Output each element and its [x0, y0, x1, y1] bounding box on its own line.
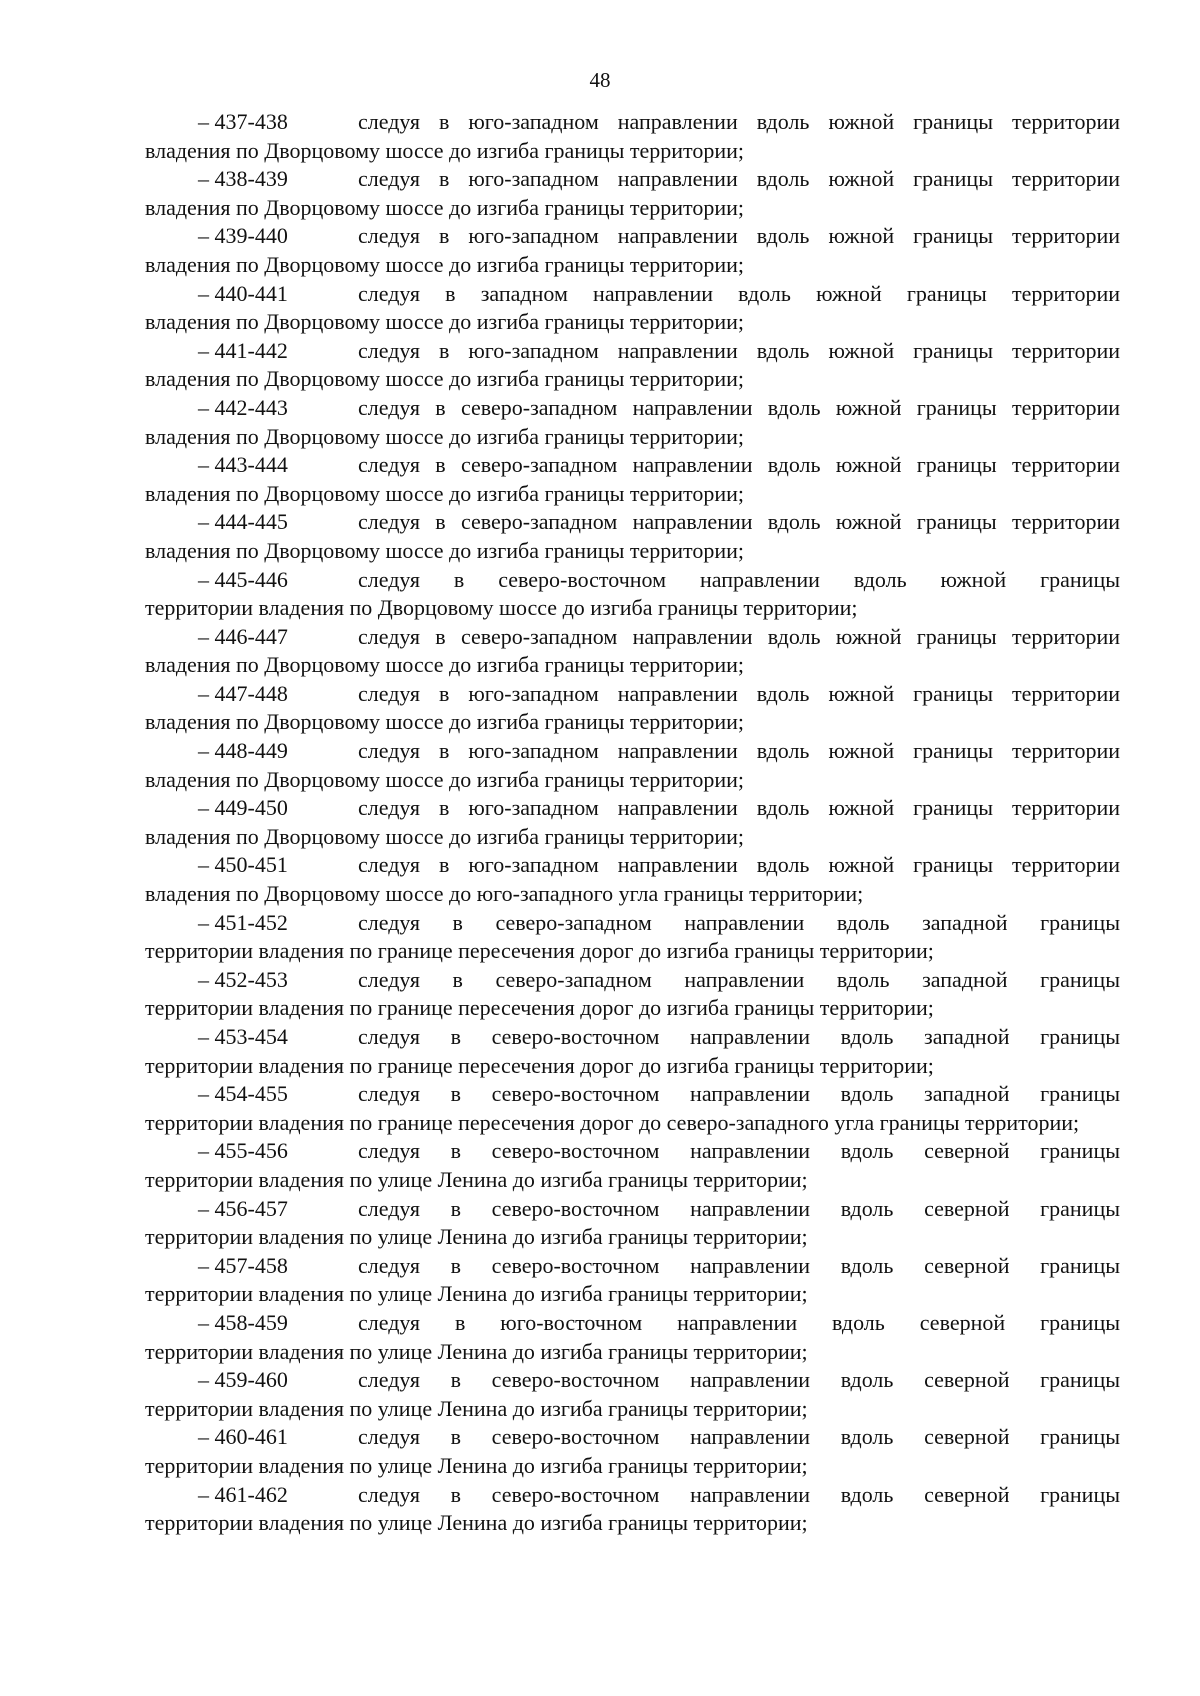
segment-description-line: следуя в юго-западном направлении вдоль южной границы территории — [358, 738, 1120, 764]
segment-description-line: следуя в северо-западном направлении вдоль южной границы территории — [358, 623, 1120, 649]
segment-label: – 445-446 — [198, 566, 288, 592]
boundary-segment-entry — [145, 680, 1120, 737]
boundary-segment-entry — [145, 1252, 1120, 1309]
segment-description-continuation: территории владения по улице Ленина до изгиба границы территории; — [145, 1224, 808, 1250]
segment-label: – 442-443 — [198, 394, 288, 420]
entry-first-line — [145, 909, 1120, 938]
segment-label: – 452-453 — [198, 966, 288, 992]
entry-first-line — [145, 1423, 1120, 1452]
boundary-segment-entry — [145, 566, 1120, 623]
entry-first-line — [145, 222, 1120, 251]
segment-description-continuation: территории владения по улице Ленина до изгиба границы территории; — [145, 1281, 808, 1307]
entry-first-line — [145, 1137, 1120, 1166]
segment-description-continuation: владения по Дворцовому шоссе до изгиба границы территории; — [145, 823, 744, 849]
segment-label: – 458-459 — [198, 1309, 288, 1335]
segment-description-line: следуя в юго-западном направлении вдоль южной границы территории — [358, 166, 1120, 192]
segment-description-line: следуя в юго-западном направлении вдоль южной границы территории — [358, 795, 1120, 821]
segment-label: – 441-442 — [198, 337, 288, 363]
segment-label: – 448-449 — [198, 738, 288, 764]
segment-label: – 449-450 — [198, 795, 288, 821]
segment-description-line: следуя в юго-западном направлении вдоль южной границы территории — [358, 109, 1120, 134]
segment-label: – 453-454 — [198, 1024, 288, 1049]
segment-description-continuation: территории владения по улице Ленина до изгиба границы территории; — [145, 1452, 808, 1478]
segment-description-continuation: территории владения по улице Ленина до изгиба границы территории; — [145, 1510, 808, 1536]
segment-label: – 446-447 — [198, 623, 288, 649]
segment-description-line: следуя в северо-западном направлении вдоль западной границы — [358, 966, 1120, 992]
segment-label: – 457-458 — [198, 1252, 288, 1278]
segment-label: – 455-456 — [198, 1138, 288, 1164]
entry-first-line — [145, 794, 1120, 823]
segment-description-line: следуя в северо-восточном направлении вдоль южной границы — [358, 566, 1120, 592]
segment-description-line: следуя в северо-западном направлении вдоль южной границы территории — [358, 394, 1120, 420]
segment-label: – 440-441 — [198, 280, 288, 306]
segment-label: – 443-444 — [198, 452, 288, 478]
boundary-segment-entry — [145, 851, 1120, 908]
entry-first-line — [145, 1195, 1120, 1224]
segment-description-continuation: территории владения по улице Ленина до изгиба границы территории; — [145, 1338, 808, 1364]
segment-description-continuation: территории владения по Дворцовому шоссе до изгиба границы территории; — [145, 595, 858, 621]
boundary-segment-entry — [145, 394, 1120, 451]
segment-description-continuation: территории владения по границе пересечения дорог до северо-западного угла границы территории; — [145, 1109, 1080, 1135]
boundary-segment-entry — [145, 1366, 1120, 1423]
segment-description-continuation: владения по Дворцовому шоссе до изгиба границы территории; — [145, 537, 744, 563]
segment-description-continuation: владения по Дворцовому шоссе до юго-западного угла границы территории; — [145, 881, 864, 907]
segment-description-line: следуя в северо-восточном направлении вдоль северной границы — [358, 1195, 1120, 1221]
segment-description-line: следуя в северо-западном направлении вдоль южной границы территории — [358, 452, 1120, 478]
segment-label: – 451-452 — [198, 909, 288, 935]
entry-first-line — [145, 394, 1120, 423]
segment-description-continuation: владения по Дворцовому шоссе до изгиба границы территории; — [145, 766, 744, 792]
segment-description-line: следуя в северо-восточном направлении вдоль северной границы — [358, 1252, 1120, 1278]
entry-first-line — [145, 1023, 1120, 1052]
segment-description-line: следуя в северо-западном направлении вдоль западной границы — [358, 909, 1120, 935]
entry-first-line — [145, 1366, 1120, 1395]
segment-description-continuation: владения по Дворцовому шоссе до изгиба границы территории; — [145, 194, 744, 220]
entry-first-line — [145, 623, 1120, 652]
entry-first-line — [145, 108, 1120, 137]
segment-label: – 438-439 — [198, 166, 288, 192]
segment-label: – 444-445 — [198, 509, 288, 535]
entry-first-line — [145, 1080, 1120, 1109]
boundary-segment-entry — [145, 222, 1120, 279]
segment-description-continuation: территории владения по границе пересечения дорог до изгиба границы территории; — [145, 1052, 934, 1078]
segment-description-continuation: территории владения по улице Ленина до изгиба границы территории; — [145, 1166, 808, 1192]
segment-description-continuation: владения по Дворцовому шоссе до изгиба границы территории; — [145, 251, 744, 277]
boundary-segment-entry — [145, 1195, 1120, 1252]
page-number: 48 — [589, 68, 611, 92]
boundary-segment-entry — [145, 337, 1120, 394]
segment-label: – 460-461 — [198, 1424, 288, 1450]
entry-first-line — [145, 851, 1120, 880]
segment-label: – 461-462 — [198, 1481, 288, 1507]
entry-first-line — [145, 337, 1120, 366]
entry-first-line — [145, 680, 1120, 709]
segment-description-continuation: владения по Дворцовому шоссе до изгиба границы территории; — [145, 652, 744, 678]
boundary-segment-entry — [145, 108, 1120, 165]
entry-first-line — [145, 1481, 1120, 1510]
segment-description-line: следуя в юго-западном направлении вдоль южной границы территории — [358, 852, 1120, 878]
boundary-segment-entry — [145, 280, 1120, 337]
boundary-segment-entry — [145, 1137, 1120, 1194]
segment-description-line: следуя в северо-западном направлении вдоль южной границы территории — [358, 509, 1120, 535]
segment-description-line: следуя в северо-восточном направлении вдоль западной границы — [358, 1024, 1120, 1049]
segment-description-continuation: территории владения по улице Ленина до изгиба границы территории; — [145, 1395, 808, 1421]
boundary-segment-entry — [145, 451, 1120, 508]
boundary-segment-entry — [145, 508, 1120, 565]
entry-first-line — [145, 737, 1120, 766]
segment-description-line: следуя в западном направлении вдоль южной границы территории — [358, 280, 1120, 306]
segment-description-line: следуя в северо-восточном направлении вдоль северной границы — [358, 1367, 1120, 1393]
segment-description-line: следуя в юго-западном направлении вдоль южной границы территории — [358, 680, 1120, 706]
boundary-segment-entry — [145, 1023, 1120, 1080]
segment-description-continuation: территории владения по границе пересечения дорог до изгиба границы территории; — [145, 938, 934, 964]
segment-description-line: следуя в юго-западном направлении вдоль южной границы территории — [358, 223, 1120, 249]
entry-first-line — [145, 1309, 1120, 1338]
segment-description-line: следуя в северо-восточном направлении вдоль западной границы — [358, 1081, 1120, 1107]
segment-description-line: следуя в северо-восточном направлении вдоль северной границы — [358, 1481, 1120, 1507]
segment-label: – 439-440 — [198, 223, 288, 249]
segment-description-line: следуя в юго-западном направлении вдоль южной границы территории — [358, 337, 1120, 363]
entry-first-line — [145, 280, 1120, 309]
segment-label: – 437-438 — [198, 109, 288, 134]
entry-first-line — [145, 566, 1120, 595]
segment-label: – 450-451 — [198, 852, 288, 878]
segment-description-continuation: владения по Дворцовому шоссе до изгиба границы территории; — [145, 137, 744, 163]
boundary-segment-entry — [145, 1080, 1120, 1137]
entry-first-line — [145, 966, 1120, 995]
entry-first-line — [145, 451, 1120, 480]
boundary-description-list — [145, 108, 1120, 1538]
segment-label: – 447-448 — [198, 680, 288, 706]
segment-description-continuation: владения по Дворцовому шоссе до изгиба границы территории; — [145, 480, 744, 506]
boundary-segment-entry — [145, 1481, 1120, 1538]
segment-label: – 456-457 — [198, 1195, 288, 1221]
boundary-segment-entry — [145, 794, 1120, 851]
boundary-segment-entry — [145, 623, 1120, 680]
boundary-segment-entry — [145, 1423, 1120, 1480]
boundary-segment-entry — [145, 737, 1120, 794]
segment-label: – 454-455 — [198, 1081, 288, 1107]
entry-first-line — [145, 508, 1120, 537]
segment-description-continuation: владения по Дворцовому шоссе до изгиба границы территории; — [145, 423, 744, 449]
segment-description-line: следуя в северо-восточном направлении вдоль северной границы — [358, 1424, 1120, 1450]
segment-description-line: следуя в юго-восточном направлении вдоль северной границы — [358, 1309, 1120, 1335]
entry-first-line — [145, 165, 1120, 194]
entry-first-line — [145, 1252, 1120, 1281]
boundary-segment-entry — [145, 1309, 1120, 1366]
segment-description-line: следуя в северо-восточном направлении вдоль северной границы — [358, 1138, 1120, 1164]
boundary-segment-entry — [145, 909, 1120, 966]
boundary-segment-entry — [145, 165, 1120, 222]
segment-description-continuation: владения по Дворцовому шоссе до изгиба границы территории; — [145, 366, 744, 392]
segment-description-continuation: владения по Дворцовому шоссе до изгиба границы территории; — [145, 709, 744, 735]
boundary-segment-entry — [145, 966, 1120, 1023]
segment-description-continuation: владения по Дворцовому шоссе до изгиба границы территории; — [145, 309, 744, 335]
segment-label: – 459-460 — [198, 1367, 288, 1393]
segment-description-continuation: территории владения по границе пересечения дорог до изгиба границы территории; — [145, 995, 934, 1021]
